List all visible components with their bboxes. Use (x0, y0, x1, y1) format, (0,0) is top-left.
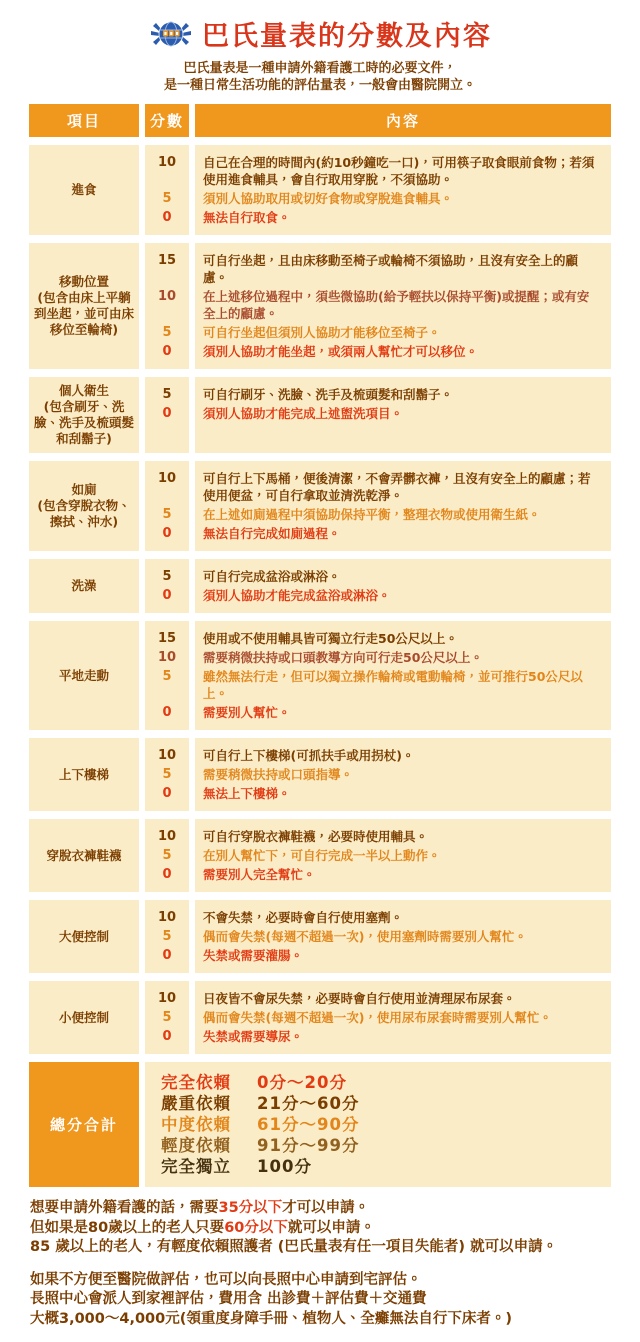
score-entry (145, 288, 611, 322)
care-globe-hands-logo-icon (148, 17, 194, 51)
page-header (0, 14, 640, 53)
score-value: 10 (157, 650, 177, 665)
score-value: 0 (162, 210, 172, 225)
row-item-label (29, 243, 139, 369)
row-body (145, 145, 611, 235)
score-value: 5 (162, 1010, 172, 1025)
column-divider (189, 145, 195, 235)
score-entry (145, 405, 611, 422)
score-description: 失禁或需要灌腸。 (203, 948, 304, 963)
column-divider (189, 819, 195, 892)
total-level-name: 輕度依賴 (161, 1136, 231, 1155)
note-segment: 才可以申請。 (282, 1200, 370, 1216)
total-level-line (161, 1135, 611, 1156)
item-name: 如廁 (71, 482, 97, 497)
score-entry (145, 947, 611, 964)
barthel-table (29, 104, 611, 1187)
note-segment: 85 歲以上的老人，有輕度依賴照護者 (巴氏量表有任一項目失能者) 就可以申請。 (30, 1239, 558, 1255)
table-row (29, 461, 611, 551)
subtitle-line-2: 是一種日常生活功能的評估量表，一般會由醫院開立。 (163, 78, 476, 93)
row-item-label (29, 377, 139, 453)
score-value: 10 (157, 748, 177, 763)
item-name: 個人衛生 (58, 383, 109, 398)
note-segment: 長照中心會派人到家裡評估，費用含 出診費＋評估費＋交通費 (30, 1291, 427, 1307)
score-description: 須別人協助才能完成盆浴或淋浴。 (203, 588, 391, 603)
score-entry (145, 990, 611, 1007)
score-description: 偶而會失禁(每週不超過一次)，使用塞劑時需要別人幫忙。 (203, 929, 527, 944)
row-body (145, 559, 611, 613)
score-entry (145, 747, 611, 764)
score-entry (145, 1009, 611, 1026)
score-value: 5 (162, 848, 172, 863)
score-description: 需要別人幫忙。 (203, 705, 291, 720)
column-divider (189, 243, 195, 369)
note-line (30, 1310, 640, 1330)
score-entry (145, 828, 611, 845)
row-body (145, 243, 611, 369)
score-description: 需要稍微扶持或口頭教導方向可行走50公尺以上。 (203, 650, 483, 665)
note-line (30, 1199, 640, 1219)
score-entry (145, 154, 611, 188)
score-entry (145, 209, 611, 226)
row-body (145, 377, 611, 453)
item-name: 上下樓梯 (58, 766, 109, 782)
header-score: 分數 (145, 104, 189, 137)
total-level-name: 中度依賴 (161, 1115, 231, 1134)
total-level-line (161, 1114, 611, 1135)
item-name: 小便控制 (58, 1009, 109, 1025)
total-level-range: 0分～20分 (257, 1073, 347, 1092)
score-description: 偶而會失禁(每週不超過一次)，使用尿布尿套時需要別人幫忙。 (203, 1010, 552, 1025)
page-subtitle (0, 60, 640, 94)
score-description: 使用或不使用輔具皆可獨立行走50公尺以上。 (203, 631, 458, 646)
score-value: 10 (157, 289, 177, 304)
header-item: 項目 (29, 104, 139, 137)
row-body (145, 461, 611, 551)
score-entry (145, 190, 611, 207)
note-line (30, 1271, 640, 1291)
total-level-line (161, 1093, 611, 1114)
note-segment: 60分以下 (224, 1219, 288, 1236)
score-description: 自己在合理的時間內(約10秒鐘吃一口)，可用筷子取食眼前食物；若須使用進食輔具，會自行取用穿脫，不須協助。 (203, 155, 595, 187)
total-row (29, 1062, 611, 1187)
score-value: 10 (157, 829, 177, 844)
score-value: 5 (162, 507, 172, 522)
total-level-name: 嚴重依賴 (161, 1094, 231, 1113)
score-value: 15 (157, 253, 177, 268)
score-description: 日夜皆不會尿失禁，必要時會自行使用並清理尿布尿套。 (203, 991, 516, 1006)
total-level-range: 100分 (257, 1157, 312, 1176)
score-entry (145, 568, 611, 585)
score-value: 0 (162, 344, 172, 359)
column-divider (189, 738, 195, 811)
score-value: 0 (162, 1029, 172, 1044)
score-description: 雖然無法行走，但可以獨立操作輪椅或電動輪椅，並可推行50公尺以上。 (203, 669, 583, 701)
total-level-line (161, 1156, 611, 1177)
score-value: 0 (162, 786, 172, 801)
row-body (145, 900, 611, 973)
score-value: 10 (157, 471, 177, 486)
row-body (145, 738, 611, 811)
note-segment: 大概3,000～4,000元(領重度身障手冊、植物人、全癱無法自行下床者。) (30, 1310, 512, 1327)
column-divider (189, 461, 195, 551)
item-sublabel: (包含由床上平躺到坐起，並可由床移位至輪椅) (33, 290, 134, 337)
note-line (30, 1238, 640, 1258)
row-body (145, 621, 611, 730)
score-entry (145, 630, 611, 647)
score-value: 5 (162, 929, 172, 944)
score-value: 0 (162, 588, 172, 603)
score-description: 可自行上下樓梯(可抓扶手或用拐杖)。 (203, 748, 415, 763)
item-name: 穿脫衣褲鞋襪 (46, 847, 122, 863)
note-line (30, 1290, 640, 1310)
score-value: 10 (157, 155, 177, 170)
table-row (29, 559, 611, 613)
score-entry (145, 506, 611, 523)
score-description: 可自行完成盆浴或淋浴。 (203, 569, 341, 584)
table-body (29, 145, 611, 1054)
score-value: 5 (162, 325, 172, 340)
score-description: 無法自行取食。 (203, 210, 291, 225)
total-level-name: 完全依賴 (161, 1073, 231, 1092)
score-entry (145, 704, 611, 721)
total-label: 總分合計 (29, 1062, 139, 1187)
note-segment: 就可以申請。 (287, 1219, 375, 1236)
score-value: 5 (162, 387, 172, 402)
score-value: 0 (162, 406, 172, 421)
table-header-row (29, 104, 611, 137)
item-name: 大便控制 (58, 928, 109, 944)
note-segment: 但如果是80歲以上的老人只要 (30, 1219, 225, 1236)
score-description: 無法上下樓梯。 (203, 786, 291, 801)
column-divider (189, 377, 195, 453)
score-value: 0 (162, 526, 172, 541)
score-entry (145, 525, 611, 542)
page-title: 巴氏量表的分數及內容 (202, 21, 492, 52)
row-item-label (29, 819, 139, 892)
subtitle-line-1: 巴氏量表是一種申請外籍看護工時的必要文件， (183, 61, 457, 76)
note-paragraph-2 (30, 1271, 640, 1330)
score-description: 可自行坐起但須別人協助才能移位至椅子。 (203, 325, 441, 340)
row-item-label (29, 900, 139, 973)
table-row (29, 145, 611, 235)
score-value: 5 (162, 669, 172, 684)
item-sublabel: (包含穿脫衣物、擦拭、沖水) (37, 498, 131, 529)
score-value: 0 (162, 705, 172, 720)
score-description: 可自行坐起，且由床移動至椅子或輪椅不須協助，且沒有安全上的顧慮。 (203, 253, 579, 285)
item-name: 移動位置 (58, 274, 109, 289)
item-name: 洗澡 (71, 578, 97, 593)
score-description: 無法自行完成如廁過程。 (203, 526, 341, 541)
table-row (29, 243, 611, 369)
note-segment: 想要申請外籍看護的話，需要 (30, 1200, 219, 1216)
score-entry (145, 324, 611, 341)
score-description: 須別人協助取用或切好食物或穿脫進食輔具。 (203, 191, 454, 206)
score-value: 10 (157, 910, 177, 925)
score-description: 須別人協助才能坐起，或須兩人幫忙才可以移位。 (203, 344, 479, 359)
score-value: 5 (162, 569, 172, 584)
row-item-label (29, 981, 139, 1054)
total-level-range: 21分～60分 (257, 1094, 360, 1113)
score-description: 須別人協助才能完成上述盥洗項目。 (203, 406, 404, 421)
score-entry (145, 866, 611, 883)
score-value: 15 (157, 631, 177, 646)
header-content: 內容 (195, 104, 611, 137)
table-row (29, 738, 611, 811)
column-divider (189, 981, 195, 1054)
score-entry (145, 785, 611, 802)
score-entry (145, 252, 611, 286)
score-entry (145, 668, 611, 702)
table-row (29, 377, 611, 453)
score-entry (145, 847, 611, 864)
score-entry (145, 587, 611, 604)
table-row (29, 981, 611, 1054)
score-entry (145, 386, 611, 403)
item-name: 平地走動 (58, 667, 109, 683)
column-divider (189, 559, 195, 613)
row-item-label (29, 461, 139, 551)
note-segment: 如果不方便至醫院做評估，也可以向長照中心申請到宅評估。 (30, 1271, 422, 1288)
note-line (30, 1219, 640, 1239)
score-description: 可自行穿脫衣褲鞋襪，必要時使用輔具。 (203, 829, 429, 844)
notes-section (30, 1199, 640, 1329)
score-description: 在別人幫忙下，可自行完成一半以上動作。 (203, 848, 441, 863)
row-item-label (29, 738, 139, 811)
table-row (29, 900, 611, 973)
score-entry (145, 470, 611, 504)
total-level-range: 61分～90分 (257, 1115, 360, 1134)
column-divider (189, 900, 195, 973)
score-description: 可自行上下馬桶，便後清潔，不會弄髒衣褲，且沒有安全上的顧慮；若使用便盆，可自行拿取並清洗乾淨。 (203, 471, 591, 503)
item-sublabel: (包含刷牙、洗臉、洗手及梳頭髮和刮鬍子) (33, 399, 134, 446)
row-body (145, 819, 611, 892)
table-row (29, 819, 611, 892)
column-divider (189, 621, 195, 730)
table-row (29, 621, 611, 730)
score-description: 需要稍微扶持或口頭指導。 (203, 767, 354, 782)
score-entry (145, 909, 611, 926)
item-name: 進食 (71, 182, 97, 197)
total-level-range: 91分～99分 (257, 1136, 360, 1155)
note-segment: 35分以下 (218, 1200, 283, 1216)
score-description: 在上述移位過程中，須些微協助(給予輕扶以保持平衡)或提醒；或有安全上的顧慮。 (203, 289, 590, 321)
score-description: 需要別人完全幫忙。 (203, 867, 316, 882)
row-item-label (29, 559, 139, 613)
total-level-name: 完全獨立 (161, 1157, 231, 1176)
score-entry (145, 766, 611, 783)
score-value: 0 (162, 867, 172, 882)
score-entry (145, 1028, 611, 1045)
score-description: 不會失禁，必要時會自行使用塞劑。 (203, 910, 404, 925)
total-body (145, 1062, 611, 1187)
row-body (145, 981, 611, 1054)
row-item-label (29, 621, 139, 730)
score-entry (145, 928, 611, 945)
score-entry (145, 649, 611, 666)
row-item-label (29, 145, 139, 235)
score-entry (145, 343, 611, 360)
score-value: 5 (162, 191, 172, 206)
score-description: 失禁或需要導尿。 (203, 1029, 304, 1044)
score-value: 10 (157, 991, 177, 1006)
total-level-line (161, 1072, 611, 1093)
score-description: 在上述如廁過程中須協助保持平衡，整理衣物或使用衛生紙。 (203, 507, 541, 522)
note-paragraph-1 (30, 1199, 640, 1258)
score-description: 可自行刷牙、洗臉、洗手及梳頭髮和刮鬍子。 (203, 387, 454, 402)
score-value: 0 (162, 948, 172, 963)
score-value: 5 (162, 767, 172, 782)
